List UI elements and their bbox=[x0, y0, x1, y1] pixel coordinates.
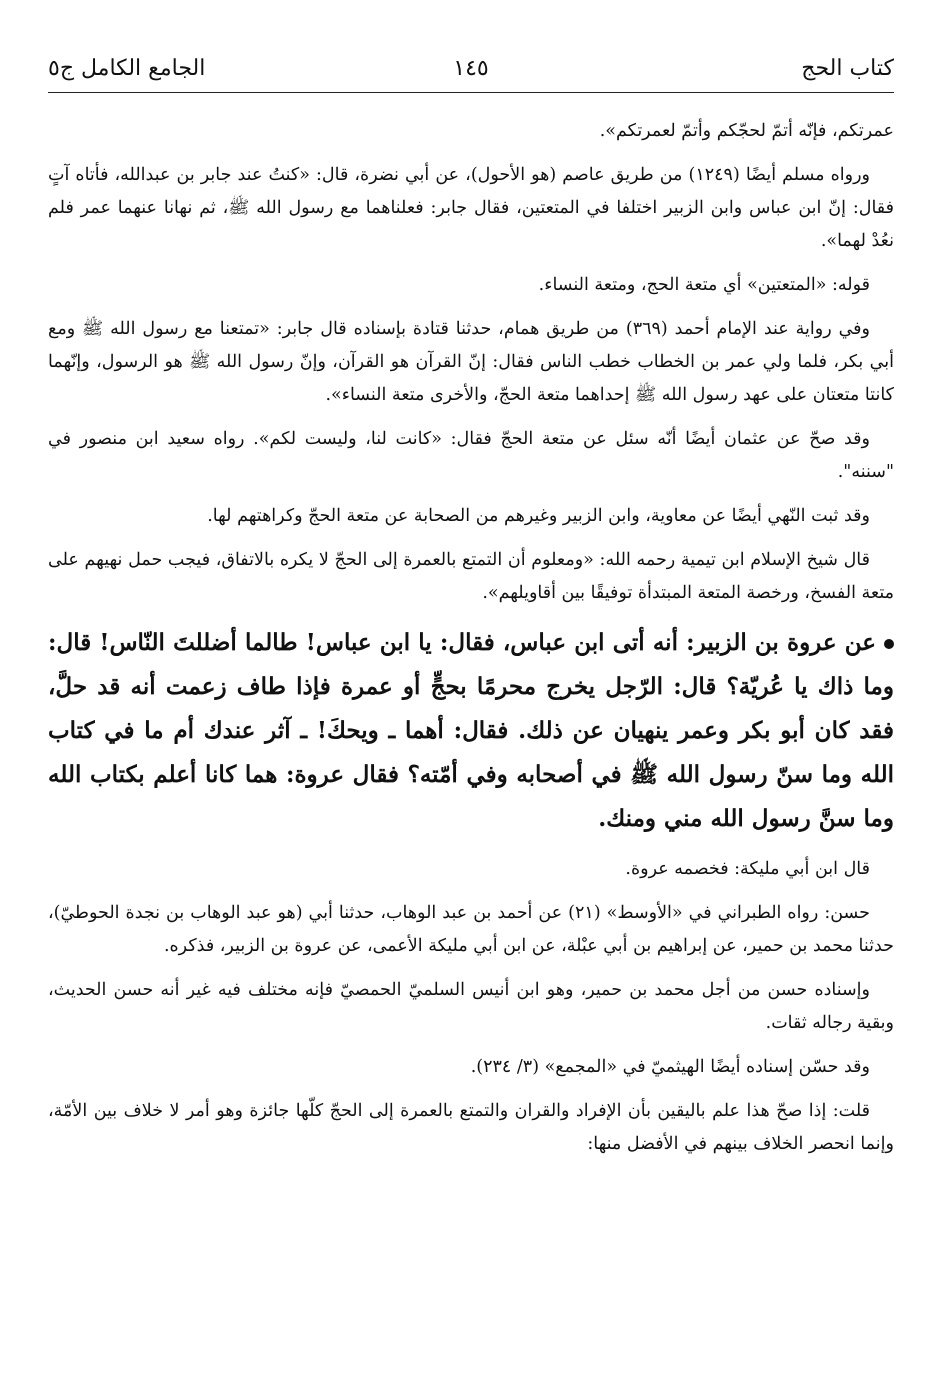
hadith-content: عن عروة بن الزبير: أنه أتى ابن عباس، فقال: يا ابن عباس! طالما أضللتَ النّاس! قال: وما ذاك يا عُريّة؟ قال: الرّجل يخرج محرمًا بحجٍّ أو عمرة فإذا طاف زعمت أنه قد حلَّ، فقد كان أبو بكر وعمر ينهيان عن ذلك. فقال: أهما ـ ويحكَ! ـ آثر عندك أم ما في كتاب الله وما سنّ رسول الله ﷺ في أصحابه وفي أمّته؟ فقال عروة: هما كانا أعلم بكتاب الله وما سنَّ رسول الله مني ومنك. bbox=[48, 629, 894, 832]
paragraph: وقد حسّن إسناده أيضًا الهيثميّ في «المجمع» (٣/ ٢٣٤). bbox=[470, 1057, 870, 1077]
paragraph: قال شيخ الإسلام ابن تيمية رحمه الله: «ومعلوم أن التمتع بالعمرة إلى الحجّ لا يكره بالاتفاق، فيجب حمل نهيهم على متعة الفسخ، ورخصة المتعة المبتدأة توفيقًا بين أقاويلهم». bbox=[48, 550, 894, 603]
page-body bbox=[48, 115, 894, 1161]
paragraph: عمرتكم، فإنّه أتمّ لحجّكم وأتمّ لعمرتكم». bbox=[599, 121, 894, 141]
paragraph: ورواه مسلم أيضًا (١٢٤٩) من طريق عاصم (هو الأحول)، عن أبي نضرة، قال: «كنتُ عند جابر بن عبدالله، فأتاه آتٍ فقال: إنّ ابن عباس وابن الزبير اختلفا في المتعتين، فقال جابر: فعلناهما مع رسول الله ﷺ، ثم نهانا عنهما عمر فلم نعُدْ لهما». bbox=[48, 165, 894, 251]
page-header bbox=[48, 52, 894, 93]
paragraph: حسن: رواه الطبراني في «الأوسط» (٢١) عن أحمد بن عبد الوهاب، حدثنا أبي (هو عبد الوهاب بن نجدة الحوطيّ)، حدثنا محمد بن حمير، عن إبراهيم بن أبي عبْلة، عن ابن أبي مليكة الأعمى، عن عروة بن الزبير، فذكره. bbox=[48, 903, 894, 956]
paragraph: وقد صحّ عن عثمان أيضًا أنّه سئل عن متعة الحجّ فقال: «كانت لنا، وليست لكم». رواه سعيد ابن منصور في "سننه". bbox=[48, 429, 894, 482]
hadith-text bbox=[48, 621, 894, 841]
paragraph: وإسناده حسن من أجل محمد بن حمير، وهو ابن أنيس السلميّ الحمصيّ فإنه مختلف فيه غير أنه حسن الحديث، وبقية رجاله ثقات. bbox=[48, 980, 894, 1033]
paragraph: قلت: إذا صحّ هذا علم باليقين بأن الإفراد والقران والتمتع بالعمرة إلى الحجّ كلّها جائزة وهو أمر لا خلاف بين الأمّة، وإنما انحصر الخلاف بينهم في الأفضل منها: bbox=[48, 1101, 894, 1154]
bullet-icon bbox=[884, 639, 894, 649]
paragraph: قوله: «المتعتين» أي متعة الحج، ومتعة النساء. bbox=[538, 275, 870, 295]
book-title: كتاب الحج bbox=[801, 56, 894, 81]
volume-title: الجامع الكامل ج٥ bbox=[48, 56, 206, 81]
paragraph: وقد ثبت النّهي أيضًا عن معاوية، وابن الزبير وغيرهم من الصحابة عن متعة الحجّ وكراهتهم لها. bbox=[207, 506, 870, 526]
paragraph: وفي رواية عند الإمام أحمد (٣٦٩) من طريق همام، حدثنا قتادة بإسناده قال جابر: «تمتعنا مع رسول الله ﷺ ومع أبي بكر، فلما ولي عمر بن الخطاب خطب الناس فقال: إنّ القرآن هو القرآن، وإنّ رسول الله ﷺ هو الرسول، وإنّهما كانتا متعتان على عهد رسول الله ﷺ إحداهما متعة الحجّ، والأخرى متعة النساء». bbox=[48, 319, 894, 405]
paragraph: قال ابن أبي مليكة: فخصمه عروة. bbox=[625, 859, 870, 879]
page-number: ١٤٥ bbox=[453, 56, 489, 81]
book-page bbox=[48, 52, 894, 1172]
